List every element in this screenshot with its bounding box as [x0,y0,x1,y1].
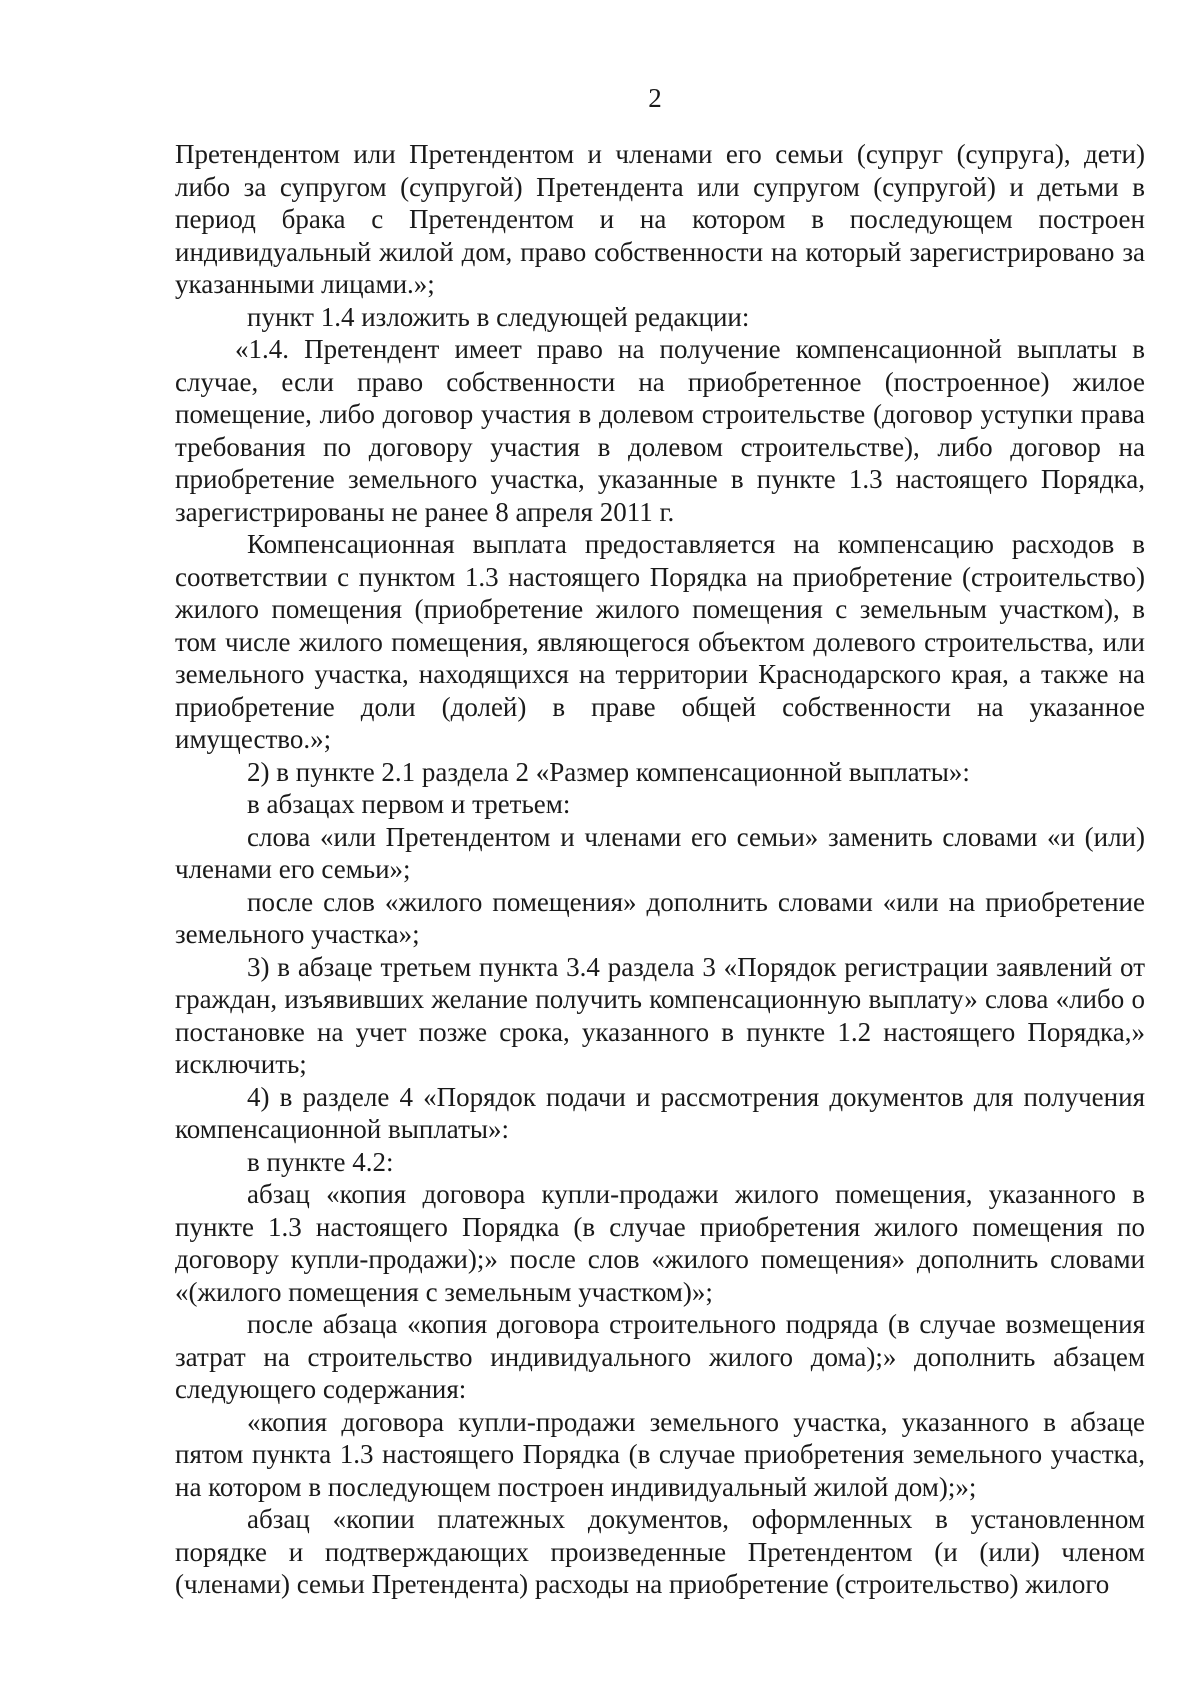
paragraph-payment-docs: абзац «копии платежных документов, оформленных в установленном порядке и подтверждающих произведенные Претендентом (и (или) членом (членами) семьи Претендента) расходы на приобретение (строительство) жилого [175,1504,1145,1599]
paragraph-compensation: Компенсационная выплата предоставляется на компенсацию расходов в соответствии с пунктом 1.3 настоящего Порядка на приобретение (строительство) жилого помещения (приобретение жилого помещения с земельным участком), в том числе жилого помещения, являющегося объектом долевого строительства, или земельного участка, находящихся на территории Краснодарского края, а также на приобретение доли (долей) в праве общей собственности на указанное имущество.»; [175,529,1145,754]
paragraph-add-words: после слов «жилого помещения» дополнить словами «или на приобретение земельного участка»; [175,886,1145,949]
paragraph-item-1-4-intro: пункт 1.4 изложить в следующей редакции: [247,301,750,332]
document-body [175,138,1145,1601]
paragraph-continuation: Претендентом или Претендентом и членами его семьи (супруг (супруга), дети) либо за супругом (супругой) Претендента или супругом (супругой) и детьми в период брака с Претендентом и на котором в последующем построен индивидуальный жилой дом, право собственности на который зарегистрировано за указанными лицами.»; [175,139,1145,299]
page-number: 2 [648,83,662,113]
paragraph-land-contract: «копия договора купли-продажи земельного участка, указанного в абзаце пятом пункта 1.3 настоящего Порядка (в случае приобретения земельного участка, на котором в последующем построен индивидуальный жилой дом);»; [175,1406,1145,1502]
paragraph-item-4-2: в пункте 4.2: [247,1146,394,1177]
paragraph-replace-words: слова «или Претендентом и членами его семьи» заменить словами «и (или) членами его семьи»; [175,821,1145,884]
paragraph-item-1-4-text: «1.4. Претендент имеет право на получение компенсационной выплаты в случае, если право собственности на приобретенное (построенное) жилое помещение, либо договор участия в долевом строительстве (договор уступки права требования по договору участия в долевом строительстве), либо договор на приобретение земельного участка, указанные в пункте 1.3 настоящего Порядка, зарегистрированы не ранее 8 апреля 2011 г. [175,334,1145,527]
paragraph-amendment-4: 4) в разделе 4 «Порядок подачи и рассмотрения документов для получения компенсационной выплаты»: [175,1081,1145,1144]
paragraph-copy-contract: абзац «копия договора купли-продажи жилого помещения, указанного в пункте 1.3 настоящего Порядка (в случае приобретения жилого помещения по договору купли-продажи);» после слов «жилого помещения» дополнить словами «(жилого помещения с земельным участком)»; [175,1179,1145,1307]
paragraph-amendment-3: 3) в абзаце третьем пункта 3.4 раздела 3 «Порядок регистрации заявлений от граждан, изъявивших желание получить компенсационную выплату» слова «либо о постановке на учет позже срока, указанного в пункте 1.2 настоящего Порядка,» исключить; [175,951,1145,1079]
paragraph-abzacy: в абзацах первом и третьем: [247,789,571,819]
paragraph-after-abzac: после абзаца «копия договора строительного подряда (в случае возмещения затрат на строительство индивидуального жилого дома);» дополнить абзацем следующего содержания: [175,1309,1145,1404]
paragraph-amendment-2: 2) в пункте 2.1 раздела 2 «Размер компенсационной выплаты»: [247,756,970,787]
